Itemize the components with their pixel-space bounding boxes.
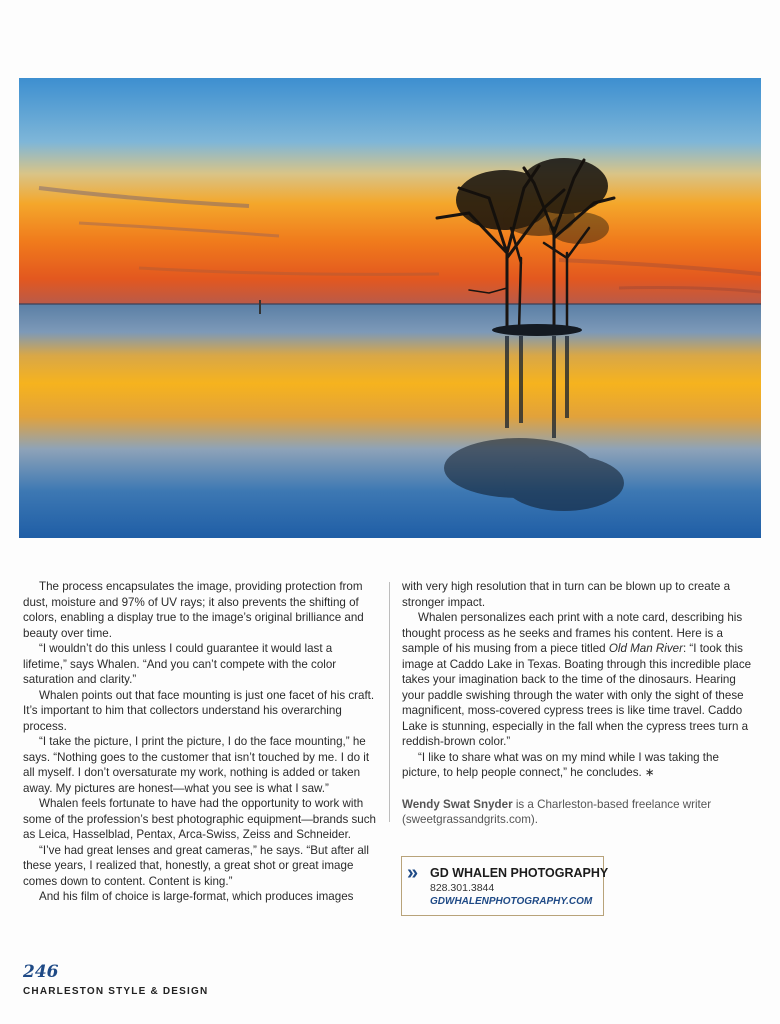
cypress-sunset-photo [19,78,761,538]
magazine-title: CHARLESTON STYLE & DESIGN [23,986,209,997]
paragraph: Whalen feels fortunate to have had the opportunity to work with some of the profession’s best photographic equipment—brands such as Leica, Hasselblad, Pentax, Arca-Swiss, Zeiss and Schneider. [23,797,376,841]
hero-photo [19,78,761,538]
paragraph: And his film of choice is large-format, which produces images [39,890,354,903]
paragraph: “I wouldn’t do this unless I could guarantee it would last a lifetime,” says Whalen. “And you can’t compete with the color saturation and clarity.” [23,642,337,686]
paragraph-text: “I like to share what was on my mind while I was taking the picture, to help people connect,” he concludes. [402,750,719,779]
paragraph: The process encapsulates the image, providing protection from dust, moisture and 97% of UV rays; it also prevents the shifting of colors, enabling a display true to the image’s original brilliance and beauty over time. [23,580,364,640]
contact-box [401,856,609,916]
author-name: Wendy Swat Snyder [402,797,513,811]
paragraph: with very high resolution that in turn can be blown up to create a stronger impact. [402,580,731,609]
author-description: is a Charleston-based freelance writer (sweetgrassandgrits.com). [402,797,712,826]
contact-phone[interactable]: 828.301.3844 [430,882,495,894]
article-column-right [402,579,756,828]
paragraph: Whalen points out that face mounting is just one facet of his craft. It’s important to him that collectors understand his overarching process. [23,688,375,733]
article-column-left [23,579,377,905]
artwork-title: Old Man River [608,642,683,655]
contact-name: GD WHALEN PHOTOGRAPHY [430,866,609,880]
paragraph [402,610,756,750]
column-divider [389,582,390,822]
contact-website-link[interactable]: GDWHALENPHOTOGRAPHY.COM [430,896,593,907]
chevron-right-icon: » [407,862,419,884]
page-number: 246 [23,962,59,982]
paragraph: “I take the picture, I print the picture, I do the face mounting,” he says. “Nothing goes to the customer that isn’t touched by me. I do it all myself. I don’t oversaturate my work, nothing is added or taken away. My pictures are honest—what you see is what I saw.” [23,735,370,795]
author-byline [402,797,756,828]
paragraph-text: Whalen personalizes each print with a note card, describing his thought process as he seeks and frames his content. Here is a sample of his musing from a piece titled [402,611,743,655]
end-mark: ∗ [644,766,655,779]
paragraph [402,750,756,781]
paragraph: “I’ve had great lenses and great cameras,” he says. “But after all these years, I realized that, honestly, a great shot or great image comes down to content. Content is king.” [23,843,369,888]
paragraph-text: : “I took this image at Caddo Lake in Texas. Boating through this incredible place takes your imagination back to the time of the dinosaurs. Hearing your paddle swishing through the water with only the sight of these magnificent, moss-covered cypress trees is like time travel. Caddo Lake is stunning, especially in the fall when the cypress trees turn a reddish-brown color.” [402,642,752,748]
